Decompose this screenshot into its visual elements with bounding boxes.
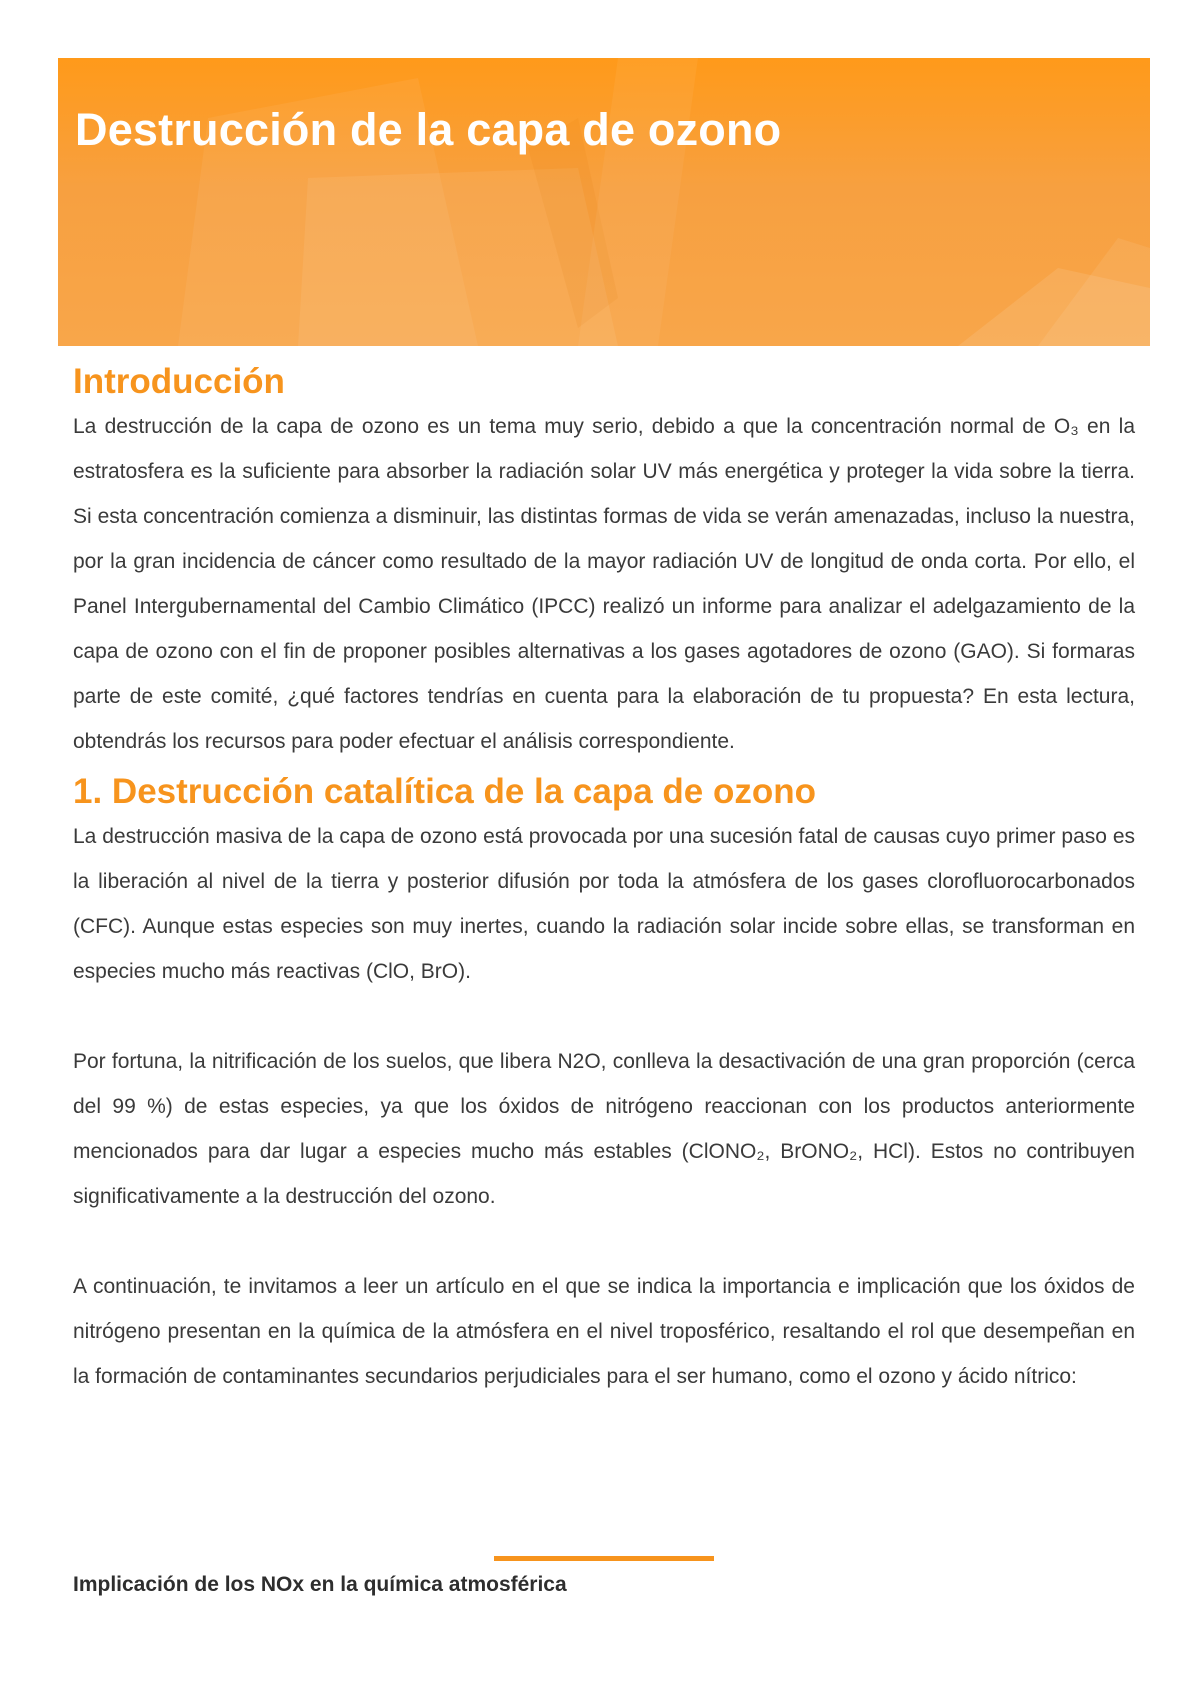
header-banner xyxy=(58,58,1150,346)
paragraph-spacer xyxy=(73,1219,1135,1264)
article-title-link[interactable]: Implicación de los NOx en la química atmosférica xyxy=(73,1573,567,1596)
banner-decorative-shapes xyxy=(58,58,1150,346)
section-heading-destruccion-catalitica: 1. Destrucción catalítica de la capa de ozono xyxy=(73,772,817,811)
catalytic-paragraph-3: A continuación, te invitamos a leer un artículo en el que se indica la importancia e implicación que los óxidos de nitrógeno presentan en la química de la atmósfera en el nivel troposférico, resaltando el rol que desempeñan en la formación de contaminantes secundarios perjudiciales para el ser humano, como el ozono y ácido nítrico: xyxy=(73,1275,1135,1388)
orange-divider xyxy=(494,1556,714,1561)
section-heading-introduccion: Introducción xyxy=(73,362,285,401)
catalytic-paragraph-2: Por fortuna, la nitrificación de los suelos, que libera N2O, conlleva la desactivación de una gran proporción (cerca del 99 %) de estas especies, ya que los óxidos de nitrógeno reaccionan con los productos anteriormente mencionados para dar lugar a especies mucho más estables (ClONO₂, BrONO₂, HCl). Estos no contribuyen significativamente a la destrucción del ozono. xyxy=(73,1050,1135,1208)
intro-paragraph: La destrucción de la capa de ozono es un tema muy serio, debido a que la concentración normal de O₃ en la estratosfera es la suficiente para absorber la radiación solar UV más energética y proteger la vida sobre la tierra. Si esta concentración comienza a disminuir, las distintas formas de vida se verán amenazadas, incluso la nuestra, por la gran incidencia de cáncer como resultado de la mayor radiación UV de longitud de onda corta. Por ello, el Panel Intergubernamental del Cambio Climático (IPCC) realizó un informe para analizar el adelgazamiento de la capa de ozono con el fin de proponer posibles alternativas a los gases agotadores de ozono (GAO). Si formaras parte de este comité, ¿qué factores tendrías en cuenta para la elaboración de tu propuesta? En esta lectura, obtendrás los recursos para poder efectuar el análisis correspondiente. xyxy=(73,415,1135,753)
page-title: Destrucción de la capa de ozono xyxy=(75,104,782,155)
catalytic-paragraph-1: La destrucción masiva de la capa de ozono está provocada por una sucesión fatal de causas cuyo primer paso es la liberación al nivel de la tierra y posterior difusión por toda la atmósfera de los gases clorofluorocarbonados (CFC). Aunque estas especies son muy inertes, cuando la radiación solar incide sobre ellas, se transforman en especies mucho más reactivas (ClO, BrO). xyxy=(73,825,1135,983)
document-body xyxy=(73,360,1135,1399)
paragraph-spacer xyxy=(73,994,1135,1039)
